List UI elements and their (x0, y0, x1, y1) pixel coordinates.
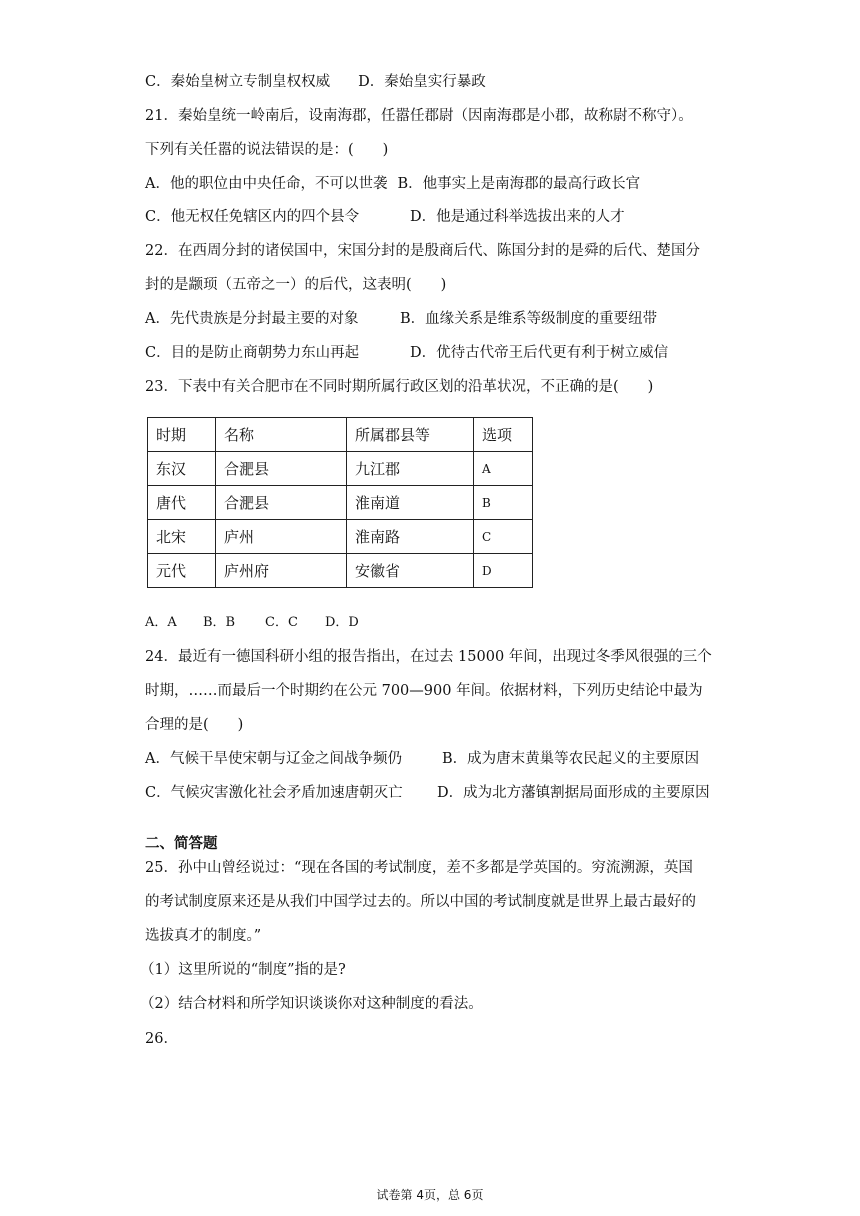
q22-option-d: D．优待古代帝王后代更有利于树立威信 (410, 345, 669, 361)
q21-option-c: C．他无权任免辖区内的四个县令 (145, 209, 360, 225)
q21-options-ab (145, 174, 640, 194)
table-cell: C (474, 520, 533, 554)
q22-option-a: A．先代贵族是分封最主要的对象 (145, 311, 359, 327)
q21-stem-line1: 21．秦始皇统一岭南后，设南海郡，任嚣任郡尉（因南海郡是小郡，故称尉不称守）。 (145, 108, 693, 124)
q24-option-c: C．气候灾害激化社会矛盾加速唐朝灭亡 (145, 785, 403, 801)
q25-stem-line1: 25．孙中山曾经说过：“现在各国的考试制度，差不多都是学英国的。穷流溯源，英国 (145, 860, 693, 876)
q20-options-cd (145, 72, 486, 92)
q24-option-d: D．成为北方藩镇割据局面形成的主要原因 (437, 785, 710, 801)
q22-option-c: C．目的是防止商朝势力东山再起 (145, 345, 360, 361)
q21-option-b: B．他事实上是南海郡的最高行政长官 (397, 176, 641, 192)
q24-options-cd (145, 783, 710, 803)
table-header-row (148, 418, 533, 452)
table-header-cell: 选项 (474, 418, 533, 452)
table-row (148, 520, 533, 554)
table-cell: D (474, 554, 533, 588)
q24-option-b: B．成为唐末黄巢等农民起义的主要原因 (442, 751, 700, 767)
table-row (148, 554, 533, 588)
table-cell: 唐代 (148, 486, 216, 520)
table-cell: 合淝县 (216, 452, 347, 486)
q23-option-d: D．D (325, 615, 359, 630)
q25-subquestion-2: （2）结合材料和所学知识谈谈你对这种制度的看法。 (140, 996, 483, 1012)
table-cell: 淮南道 (347, 486, 474, 520)
q21-option-d: D．他是通过科举选拔出来的人才 (410, 209, 625, 225)
q26-label: 26． (145, 1031, 178, 1047)
table-cell: 安徽省 (347, 554, 474, 588)
q23-options (145, 613, 359, 633)
table-row (148, 486, 533, 520)
q20-option-c: C．秦始皇树立专制皇权权威 (145, 74, 331, 90)
table-cell: 淮南路 (347, 520, 474, 554)
q25-stem-line2: 的考试制度原来还是从我们中国学过去的。所以中国的考试制度就是世界上最古最好的 (145, 894, 696, 910)
table-cell: 庐州 (216, 520, 347, 554)
table-cell: 东汉 (148, 452, 216, 486)
q21-option-a: A．他的职位由中央任命，不可以世袭 (145, 176, 388, 192)
table-cell: B (474, 486, 533, 520)
q23-option-a: A．A (145, 615, 177, 630)
table-cell: 合淝县 (216, 486, 347, 520)
page-footer: 试卷第 4页，总 6页 (376, 1188, 484, 1202)
region-table (147, 417, 533, 588)
table-cell: 元代 (148, 554, 216, 588)
q25-stem-line3: 选拔真才的制度。” (145, 928, 262, 944)
q22-option-b: B．血缘关系是维系等级制度的重要纽带 (400, 311, 658, 327)
q21-stem-line2: 下列有关任嚣的说法错误的是：( ) (145, 142, 389, 158)
table-row (148, 452, 533, 486)
q23-option-b: B．B (203, 615, 236, 630)
q22-options-ab (145, 309, 657, 329)
q23-option-c: C．C (265, 615, 298, 630)
q21-options-cd (145, 207, 625, 227)
q22-options-cd (145, 343, 668, 363)
table-cell: A (474, 452, 533, 486)
q22-stem-line1: 22．在西周分封的诸侯国中，宋国分封的是殷商后代、陈国分封的是舜的后代、楚国分 (145, 243, 700, 259)
section-heading: 二、简答题 (145, 836, 218, 852)
table-header-cell: 所属郡县等 (347, 418, 474, 452)
table-header-cell: 名称 (216, 418, 347, 452)
q24-stem-line2: 时期，……而最后一个时期约在公元 700—900 年间。依据材料，下列历史结论中最为 (145, 683, 703, 699)
q23-stem: 23．下表中有关合肥市在不同时期所属行政区划的沿革状况，不正确的是( ) (145, 379, 654, 395)
q24-stem-line3: 合理的是( ) (145, 717, 244, 733)
q25-subquestion-1: （1）这里所说的“制度”指的是? (140, 962, 346, 978)
q24-options-ab (145, 749, 699, 769)
q22-stem-line2: 封的是颛顼（五帝之一）的后代，这表明( ) (145, 277, 447, 293)
table-cell: 庐州府 (216, 554, 347, 588)
q24-stem-line1: 24．最近有一德国科研小组的报告指出，在过去 15000 年间，出现过冬季风很强的三个 (145, 649, 712, 665)
table-cell: 九江郡 (347, 452, 474, 486)
q24-option-a: A．气候干旱使宋朝与辽金之间战争频仍 (145, 751, 402, 767)
table-header-cell: 时期 (148, 418, 216, 452)
table-cell: 北宋 (148, 520, 216, 554)
q20-option-d: D．秦始皇实行暴政 (358, 74, 486, 90)
